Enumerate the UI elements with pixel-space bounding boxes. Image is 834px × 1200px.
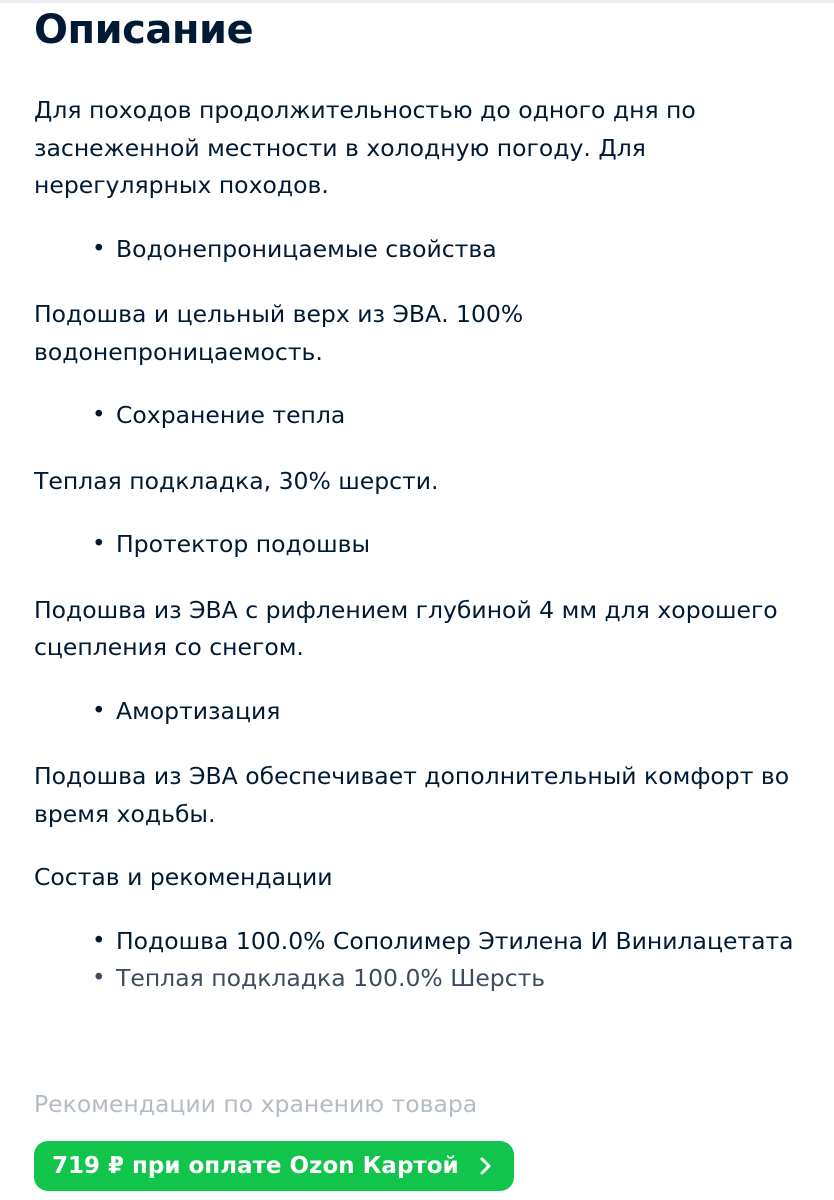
feature-heading bbox=[92, 231, 814, 269]
description-body bbox=[34, 92, 814, 1024]
feature-text: Подошва из ЭВА обеспечивает дополнительный комфорт во время ходьбы. bbox=[34, 762, 790, 828]
composition-item bbox=[92, 923, 814, 961]
composition-list bbox=[34, 923, 814, 998]
ozon-card-price-button[interactable] bbox=[34, 1141, 514, 1191]
bullet-icon: • bbox=[92, 235, 106, 262]
feature-list bbox=[34, 693, 814, 731]
bullet-icon: • bbox=[92, 402, 106, 428]
composition-item-text: Теплая подкладка 100.0% Шерсть bbox=[116, 964, 546, 992]
feature-text: Теплая подкладка, 30% шерсти. bbox=[34, 466, 439, 495]
feature-heading-text: Водонепроницаемые свойства bbox=[116, 234, 497, 263]
feature-heading-text: Протектор подошвы bbox=[116, 530, 371, 558]
bullet-icon: • bbox=[92, 965, 106, 991]
feature-heading-text: Амортизация bbox=[116, 696, 281, 725]
bullet-icon: • bbox=[92, 531, 106, 557]
feature-list bbox=[34, 526, 814, 564]
top-divider bbox=[0, 0, 834, 3]
feature-heading bbox=[92, 397, 814, 435]
feature-text: Подошва из ЭВА с рифлением глубиной 4 мм для хорошего сцепления со снегом. bbox=[34, 595, 778, 661]
feature-heading-text: Сохранение тепла bbox=[116, 401, 346, 429]
feature-list bbox=[34, 397, 814, 435]
composition-item-text: Подошва 100.0% Сополимер Этилена И Винилацетата bbox=[116, 926, 794, 955]
feature-heading bbox=[92, 526, 814, 564]
composition-title: Состав и рекомендации bbox=[34, 863, 333, 891]
feature-text: Подошва и цельный верх из ЭВА. 100% водонепроницаемость. bbox=[34, 300, 524, 366]
description-intro: Для походов продолжительностью до одного дня по заснеженной местности в холодную погоду. Для нерегулярных походов. bbox=[34, 96, 696, 199]
section-title: Описание bbox=[34, 7, 254, 53]
chevron-right-icon bbox=[479, 1156, 493, 1176]
feature-list bbox=[34, 231, 814, 269]
storage-recommendations-link[interactable]: Рекомендации по хранению товара bbox=[34, 1090, 478, 1118]
feature-heading bbox=[92, 693, 814, 731]
ozon-card-price-label: 719 ₽ при оплате Ozon Картой bbox=[52, 1153, 459, 1179]
bullet-icon: • bbox=[92, 697, 106, 724]
composition-item bbox=[92, 960, 814, 998]
bullet-icon: • bbox=[92, 927, 106, 954]
